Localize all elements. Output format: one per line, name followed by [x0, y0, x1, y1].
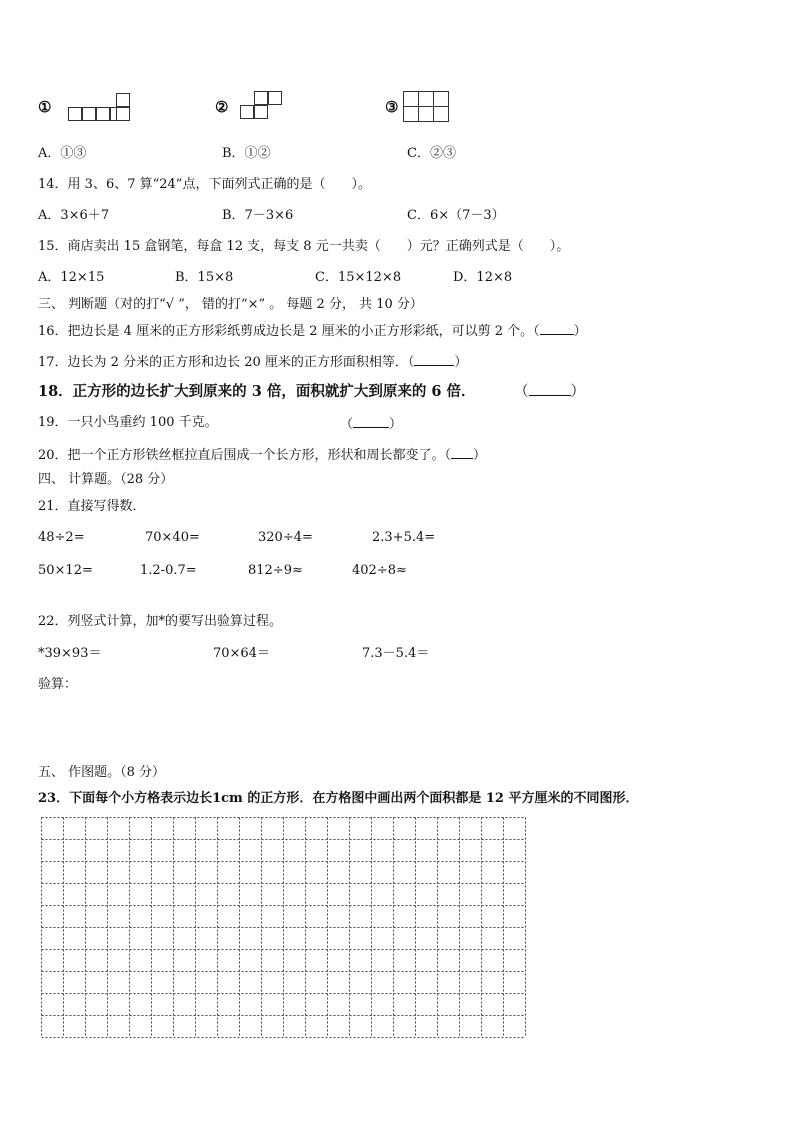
q17: [38, 353, 467, 371]
section3-heading: 三、 判断题（对的打“√ ”， 错的打“×” 。 每题 2 分， 共 10 分）: [38, 297, 423, 312]
figure-2: [240, 89, 290, 121]
q16-answer-blank[interactable]: [540, 322, 574, 335]
q20: [38, 446, 486, 464]
q19-text: 19．一只小鸟重约 100 千克。: [38, 415, 218, 430]
q21: 21．直接写得数．: [38, 499, 146, 514]
q18-answer-blank[interactable]: [529, 383, 571, 396]
figure-label-3: ③: [385, 98, 399, 116]
calc-r1-c2: 70×40=: [145, 530, 200, 545]
q23: 23．下面每个小方格表示边长1cm 的正方形．在方格图中画出两个面积都是 12 平方厘米的不同图形．: [38, 791, 639, 806]
q15-stem: 15．商店卖出 15 盒钢笔，每盒 12 支，每支 8 元一共卖（ ）元？正确列式是（ ）。: [38, 239, 570, 254]
q19-answer: （ ）: [340, 417, 403, 432]
q20-text: 20．把一个正方形铁丝框拉直后围成一个长方形，形状和周长都变了。（: [38, 448, 452, 463]
calc-r3-c1: *39×93＝: [38, 646, 102, 661]
calc-r3-c3: 7.3－5.4＝: [362, 646, 430, 661]
q18: [38, 383, 476, 401]
q13-option-b: B．①②: [222, 146, 271, 161]
q20-close: ）: [473, 448, 487, 463]
q15-option-c: C．15×12×8: [315, 270, 402, 285]
calc-r2-c3: 812÷9≈: [248, 563, 303, 578]
section4-heading: 四、 计算题。（28 分）: [38, 472, 174, 487]
figure-label-1: ①: [38, 98, 52, 116]
q18-text: 18．正方形的边长扩大到原来的 3 倍，面积就扩大到原来的 6 倍．: [38, 383, 476, 400]
q16: [38, 322, 587, 340]
calc-r2-c4: 402÷8≈: [352, 563, 407, 578]
q14-option-b: B．7－3×6: [222, 208, 294, 223]
calc-r1-c4: 2.3+5.4=: [372, 530, 436, 545]
section5-heading: 五、 作图题。（8 分）: [38, 765, 166, 780]
q17-close: ）: [454, 355, 468, 370]
q22: 22．列竖式计算，加*的要写出验算过程。: [38, 614, 283, 629]
figure-label-2: ②: [215, 98, 229, 116]
calc-r2-c2: 1.2-0.7=: [140, 563, 197, 578]
q20-answer-blank[interactable]: [451, 446, 473, 459]
q17-text: 17．边长为 2 分米的正方形和边长 20 厘米的正方形面积相等．（: [38, 355, 415, 370]
q15-option-b: B．15×8: [175, 270, 234, 285]
q16-text: 16．把边长是 4 厘米的正方形彩纸剪成边长是 2 厘米的小正方形彩纸，可以剪 2 个。（: [38, 324, 540, 339]
calc-r3-c2: 70×64＝: [213, 646, 270, 661]
check-label: 验算：: [38, 677, 78, 692]
q18-answer: （ ）: [514, 384, 585, 400]
q15-option-d: D．12×8: [453, 270, 513, 285]
q13-option-c: C．②③: [407, 146, 456, 161]
q13-option-a: A．①③: [38, 146, 87, 161]
q14-option-a: A．3×6＋7: [38, 208, 110, 223]
figure-3: [403, 91, 453, 123]
q19: [38, 415, 218, 431]
q14-stem: 14．用 3、6、7 算“24”点，下面列式正确的是（ ）。: [38, 177, 371, 192]
q17-answer-blank[interactable]: [414, 353, 454, 366]
q19-answer-blank[interactable]: [353, 415, 389, 428]
drawing-grid[interactable]: [40, 816, 530, 1042]
calc-r1-c3: 320÷4=: [258, 530, 313, 545]
q14-option-c: C．6×（7－3）: [407, 208, 505, 223]
calc-r2-c1: 50×12=: [38, 563, 93, 578]
q16-close: ）: [573, 324, 587, 339]
q15-option-a: A．12×15: [38, 270, 105, 285]
calc-r1-c1: 48÷2=: [38, 530, 85, 545]
figure-1: [68, 91, 132, 123]
